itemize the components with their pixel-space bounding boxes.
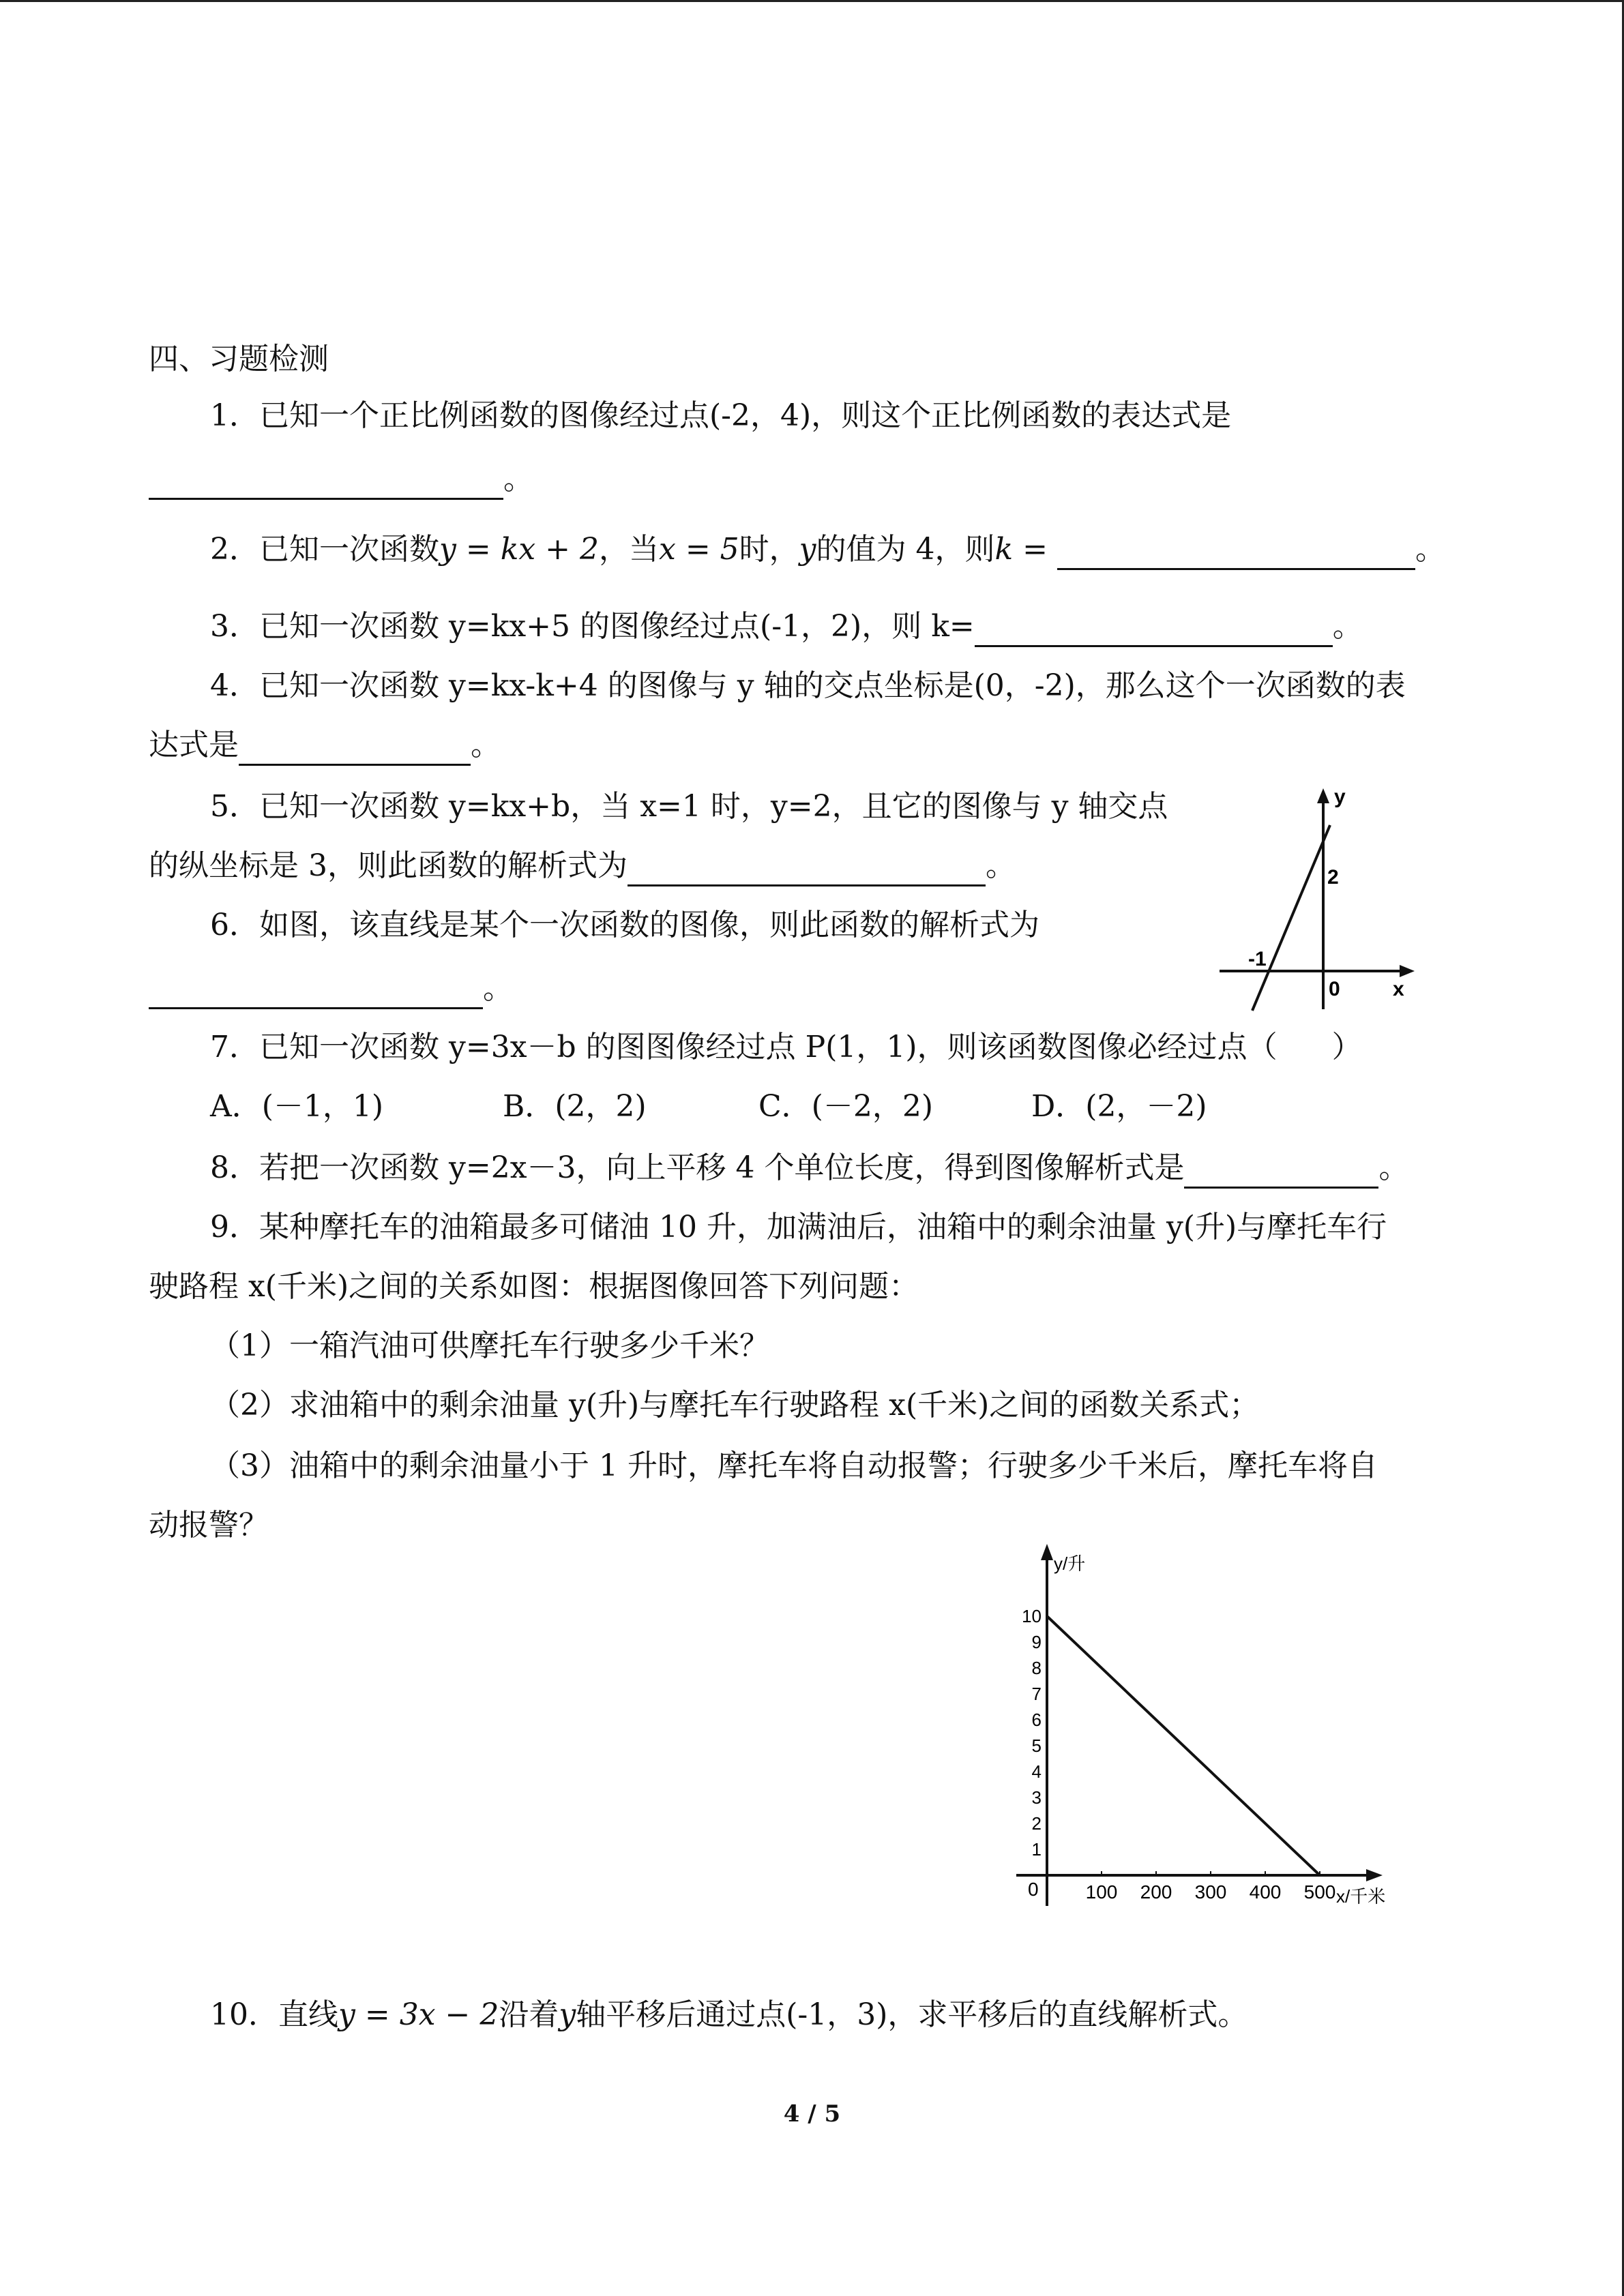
x-tick-label-500: 500 [1303, 1881, 1336, 1903]
chart-x-axis-arrow [1366, 1869, 1383, 1881]
x-tick-label-300: 300 [1194, 1881, 1227, 1903]
answer-blank-3[interactable] [975, 614, 1333, 647]
question-9-sub-1: （1）一箱汽油可供摩托车行驶多少千米？ [210, 1328, 769, 1363]
y-tick-label-8: 8 [1031, 1658, 1042, 1678]
page-top-border [0, 0, 1624, 2]
question-9-text-2: 驶路程 x(千米)之间的关系如图：根据图像回答下列问题： [149, 1269, 919, 1304]
chart-y-label: y/升 [1054, 1553, 1086, 1574]
formula-y-axis-var: y [559, 1997, 576, 2032]
fig6-x-label: x [1393, 978, 1404, 1000]
question-8-text: 8．若把一次函数 y=2x－3，向上平移 4 个单位长度，得到图像解析式是 。 [210, 1148, 1408, 1189]
question-2-text: 2．已知一次函数y = kx + 2，当x = 5时，y的值为 4，则k = 。 [210, 529, 1445, 570]
question-9-sub-2: （2）求油箱中的剩余油量 y(升)与摩托车行驶路程 x(千米)之间的函数关系式； [210, 1388, 1260, 1422]
answer-blank-1[interactable] [149, 466, 503, 500]
chart-origin-label: 0 [1028, 1879, 1039, 1900]
chart-y-ticks [1022, 1606, 1042, 1860]
formula-y: y [799, 532, 816, 567]
x-tick-label-200: 200 [1140, 1881, 1172, 1903]
fig6-x-intercept-label: -1 [1248, 948, 1267, 970]
answer-blank-6[interactable] [149, 976, 483, 1009]
y-tick-label-6: 6 [1031, 1710, 1042, 1730]
question-1-text: 1．已知一个正比例函数的图像经过点(-2，4)，则这个正比例函数的表达式是 [210, 398, 1232, 433]
answer-blank-5[interactable] [628, 853, 986, 886]
option-c[interactable]: C．(－2，2) [758, 1089, 933, 1124]
answer-blank-4[interactable] [239, 732, 471, 766]
y-tick-label-9: 9 [1031, 1632, 1042, 1652]
question-1-answer-line: 。 [149, 459, 533, 500]
formula-k: k = [994, 532, 1048, 567]
fig6-x-arrow [1400, 965, 1415, 977]
question-5-text: 5．已知一次函数 y=kx+b，当 x=1 时，y=2，且它的图像与 y 轴交点 [210, 789, 1168, 824]
fig6-y-label: y [1334, 786, 1346, 808]
chart-series-line [1047, 1616, 1320, 1875]
option-a[interactable]: A．(－1，1) [210, 1089, 384, 1124]
answer-blank-2[interactable] [1057, 537, 1415, 570]
chart-x-label: x/千米 [1336, 1886, 1386, 1907]
answer-blank-8[interactable] [1184, 1155, 1378, 1189]
question-9-text: 9．某种摩托车的油箱最多可储油 10 升，加满油后，油箱中的剩余油量 y(升)与摩托车行 [210, 1210, 1387, 1244]
fig6-function-line [1252, 825, 1330, 1011]
question-10-text: 10．直线y = 3x − 2沿着y轴平移后通过点(-1，3)，求平移后的直线解析式。 [210, 1997, 1248, 2032]
option-d[interactable]: D．(2，－2) [1031, 1089, 1207, 1124]
question-7-text: 7．已知一次函数 y=3x－b 的图图像经过点 P(1，1)，则该函数图像必经过点（ ） [210, 1030, 1362, 1064]
option-b[interactable]: B．(2，2) [503, 1089, 647, 1124]
formula-y-3x-2: y = 3x − 2 [338, 1997, 499, 2032]
fuel-chart [975, 1541, 1398, 1923]
question-9-sub-3-line-2: 动报警？ [149, 1508, 269, 1542]
question-4-text-2: 达式是 。 [149, 725, 501, 766]
chart-y-axis-arrow [1041, 1544, 1053, 1560]
question-3-text: 3．已知一次函数 y=kx+5 的图像经过点(-1，2)，则 k= 。 [210, 606, 1363, 647]
question-6-answer-line: 。 [149, 968, 513, 1009]
y-tick-label-10: 10 [1022, 1606, 1042, 1626]
question-6-line-figure [1214, 784, 1419, 1016]
y-tick-label-5: 5 [1031, 1735, 1042, 1756]
section-title: 四、习题检测 [149, 342, 329, 376]
question-9-sub-3: （3）油箱中的剩余油量小于 1 升时，摩托车将自动报警；行驶多少千米后，摩托车将自 [210, 1448, 1378, 1483]
formula-x-5: x = 5 [659, 532, 739, 567]
question-5-text-2: 的纵坐标是 3，则此函数的解析式为 。 [149, 846, 1016, 886]
y-tick-label-3: 3 [1031, 1787, 1042, 1808]
formula-y-kx-2: y = kx + 2 [439, 532, 600, 567]
y-tick-label-2: 2 [1031, 1813, 1042, 1834]
page-number: 4 / 5 [783, 2100, 841, 2128]
fig6-y-intercept-label: 2 [1327, 866, 1339, 889]
question-4-text: 4．已知一次函数 y=kx-k+4 的图像与 y 轴的交点坐标是(0，-2)，那么这个一次函数的表 [210, 668, 1406, 703]
x-tick-label-100: 100 [1085, 1881, 1118, 1903]
y-tick-label-7: 7 [1031, 1684, 1042, 1704]
y-tick-label-1: 1 [1031, 1839, 1042, 1860]
fig6-y-arrow [1317, 788, 1329, 803]
y-tick-label-4: 4 [1031, 1761, 1042, 1782]
x-tick-label-400: 400 [1249, 1881, 1282, 1903]
fig6-origin-label: 0 [1329, 978, 1340, 1000]
question-6-text: 6．如图，该直线是某个一次函数的图像，则此函数的解析式为 [210, 908, 1039, 942]
